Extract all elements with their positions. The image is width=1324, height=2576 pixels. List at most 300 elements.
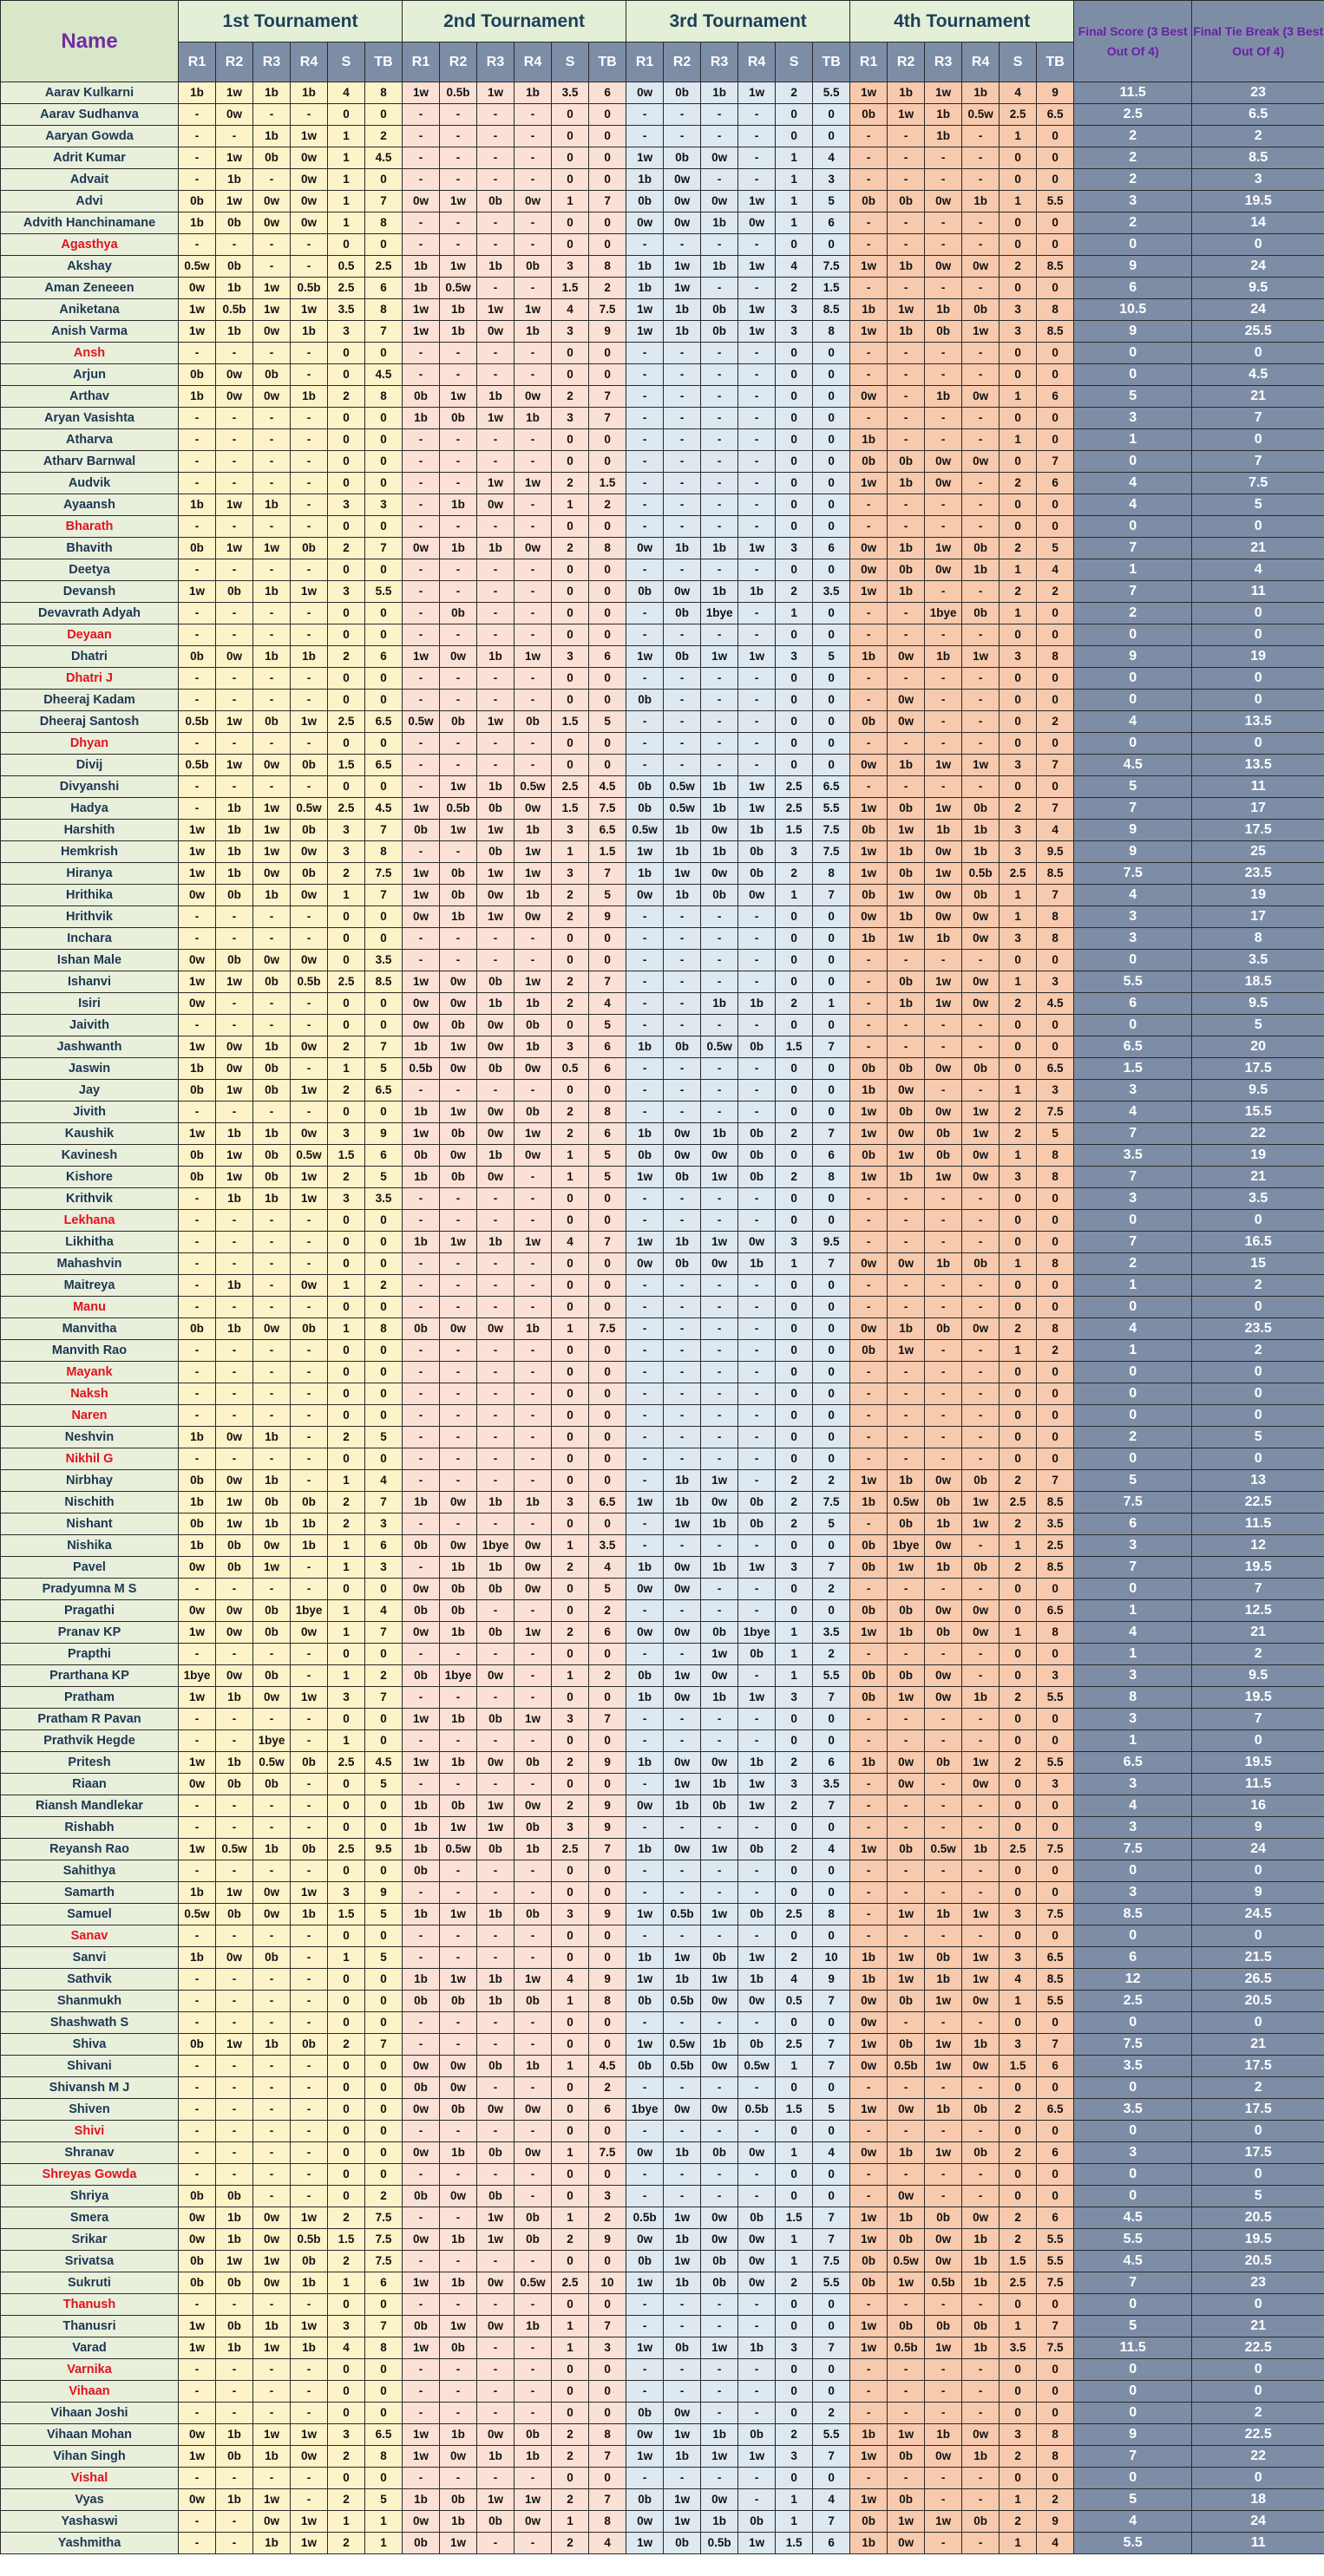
result-cell: -: [626, 1470, 664, 1492]
result-cell: 0w: [440, 2056, 477, 2077]
result-cell: 2: [328, 2207, 365, 2229]
result-cell: 6.5: [365, 1080, 403, 1102]
result-cell: 0: [328, 993, 365, 1015]
result-cell: -: [253, 2056, 291, 2077]
result-cell: 1w: [291, 1882, 328, 1904]
result-cell: 1w: [888, 299, 925, 321]
result-cell: 0b: [962, 885, 1000, 906]
result-cell: 1.5: [776, 820, 813, 841]
result-cell: 1w: [888, 1145, 925, 1167]
table-row: [1, 1405, 1324, 1427]
result-cell: 0: [328, 1860, 365, 1882]
table-row: [1, 2207, 1324, 2229]
result-cell: 1b: [216, 2424, 253, 2446]
result-cell: 1b: [925, 1514, 962, 1535]
result-cell: 4: [589, 993, 626, 1015]
player-name: Sanvi: [1, 1947, 179, 1969]
result-cell: 0: [1037, 1036, 1074, 1058]
final-score-cell: 3: [1074, 1535, 1192, 1557]
result-cell: -: [253, 603, 291, 624]
result-cell: 0: [813, 1405, 850, 1427]
table-row: [1, 1188, 1324, 1210]
result-cell: -: [291, 1232, 328, 1253]
result-cell: -: [738, 1188, 776, 1210]
result-cell: 0b: [440, 711, 477, 733]
table-row: [1, 1947, 1324, 1969]
result-cell: 0: [365, 1730, 403, 1752]
result-cell: 1: [552, 2056, 589, 2077]
final-score-cell: 9: [1074, 2424, 1192, 2446]
result-cell: 1b: [515, 1492, 552, 1514]
result-cell: 0w: [253, 1687, 291, 1709]
result-cell: 1b: [179, 1947, 216, 1969]
result-cell: 0w: [440, 2186, 477, 2207]
result-cell: -: [403, 234, 440, 256]
result-cell: 0w: [515, 191, 552, 212]
table-row: [1, 212, 1324, 234]
result-cell: -: [179, 668, 216, 690]
result-cell: -: [440, 950, 477, 971]
result-cell: 1w: [626, 2272, 664, 2294]
result-cell: -: [477, 364, 515, 386]
final-tie-break-cell: 17.5: [1192, 2099, 1324, 2121]
result-cell: 8.5: [1037, 1969, 1074, 1991]
result-cell: 0: [1037, 776, 1074, 798]
result-cell: 0w: [626, 1579, 664, 1600]
result-cell: 1b: [664, 1470, 701, 1492]
result-cell: 9: [589, 906, 626, 928]
result-cell: 1w: [216, 494, 253, 516]
result-cell: -: [888, 1644, 925, 1665]
result-cell: 6: [1037, 2056, 1074, 2077]
result-cell: 1: [328, 1058, 365, 1080]
result-cell: 1b: [253, 2533, 291, 2554]
result-cell: -: [253, 1925, 291, 1947]
result-cell: 3: [776, 1232, 813, 1253]
result-cell: 0: [552, 126, 589, 147]
result-cell: 1w: [626, 1232, 664, 1253]
result-cell: 0: [813, 2077, 850, 2099]
result-cell: 9: [589, 1904, 626, 1925]
result-cell: 1: [776, 885, 813, 906]
result-cell: -: [626, 2468, 664, 2489]
result-cell: 3: [552, 256, 589, 278]
result-cell: 1: [776, 603, 813, 624]
result-cell: 1w: [179, 1687, 216, 1709]
result-cell: -: [291, 624, 328, 646]
result-cell: -: [701, 473, 738, 494]
result-cell: 1w: [738, 646, 776, 668]
player-name: Dhyan: [1, 733, 179, 755]
result-cell: -: [440, 690, 477, 711]
result-cell: 1w: [515, 1969, 552, 1991]
result-cell: 0b: [477, 2186, 515, 2207]
result-cell: 1b: [403, 2489, 440, 2511]
result-cell: -: [515, 950, 552, 971]
result-cell: -: [701, 1925, 738, 1947]
result-cell: -: [216, 234, 253, 256]
result-cell: 1w: [477, 299, 515, 321]
result-cell: 0.5: [552, 1058, 589, 1080]
result-cell: 0: [776, 711, 813, 733]
result-cell: -: [253, 690, 291, 711]
result-cell: -: [626, 473, 664, 494]
result-cell: 0: [1000, 1036, 1037, 1058]
final-score-cell: 0: [1074, 364, 1192, 386]
player-name: Jashwanth: [1, 1036, 179, 1058]
result-cell: -: [664, 1188, 701, 1210]
result-cell: -: [701, 169, 738, 191]
result-cell: 2: [328, 1080, 365, 1102]
result-cell: 0: [813, 2012, 850, 2034]
result-cell: 0b: [738, 863, 776, 885]
result-cell: 0: [1000, 1015, 1037, 1036]
result-cell: 6.5: [589, 820, 626, 841]
result-cell: 0w: [179, 2229, 216, 2251]
result-cell: 0: [552, 1362, 589, 1383]
result-cell: 0: [328, 2012, 365, 2034]
result-cell: 0: [1037, 1427, 1074, 1448]
result-cell: 2: [776, 2272, 813, 2294]
result-cell: -: [925, 1448, 962, 1470]
result-cell: 1w: [962, 1947, 1000, 1969]
result-cell: -: [253, 169, 291, 191]
result-cell: -: [291, 104, 328, 126]
result-cell: 0.5w: [403, 711, 440, 733]
result-cell: -: [216, 668, 253, 690]
result-cell: 0w: [962, 1622, 1000, 1644]
result-cell: 1w: [515, 1622, 552, 1644]
final-score-cell: 0: [1074, 2186, 1192, 2207]
result-cell: 0: [776, 1535, 813, 1557]
result-cell: 4: [328, 82, 365, 104]
final-tie-break-cell: 11: [1192, 581, 1324, 603]
result-cell: 1w: [925, 1991, 962, 2012]
table-row: [1, 1991, 1324, 2012]
result-cell: 0b: [253, 711, 291, 733]
result-cell: 0b: [664, 1167, 701, 1188]
final-tie-break-cell: 21.5: [1192, 1947, 1324, 1969]
result-cell: -: [664, 2359, 701, 2381]
result-cell: -: [403, 559, 440, 581]
final-score-cell: 0: [1074, 2164, 1192, 2186]
final-score-cell: 3: [1074, 928, 1192, 950]
result-cell: -: [925, 1427, 962, 1448]
result-cell: 8.5: [365, 971, 403, 993]
result-cell: 7.5: [365, 863, 403, 885]
result-cell: -: [515, 1427, 552, 1448]
result-cell: 2: [776, 1947, 813, 1969]
result-cell: 0w: [850, 2012, 888, 2034]
result-cell: 1w: [850, 2207, 888, 2229]
result-cell: -: [440, 624, 477, 646]
result-cell: -: [925, 516, 962, 538]
result-cell: -: [403, 581, 440, 603]
result-cell: -: [925, 2294, 962, 2316]
final-score-cell: 3: [1074, 1882, 1192, 1904]
result-cell: -: [701, 1080, 738, 1102]
result-cell: -: [179, 624, 216, 646]
table-row: [1, 429, 1324, 451]
result-cell: 0b: [515, 1991, 552, 2012]
player-name: Prathvik Hegde: [1, 1730, 179, 1752]
final-tie-break-cell: 5: [1192, 2186, 1324, 2207]
result-cell: 1w: [888, 1904, 925, 1925]
result-cell: 1: [328, 1665, 365, 1687]
result-cell: 1b: [701, 581, 738, 603]
result-cell: -: [925, 1774, 962, 1795]
result-cell: 0w: [850, 1991, 888, 2012]
result-cell: -: [291, 603, 328, 624]
result-cell: 1.5: [328, 1145, 365, 1167]
result-cell: -: [216, 733, 253, 755]
result-cell: 1b: [626, 278, 664, 299]
result-cell: 0w: [253, 1535, 291, 1557]
result-cell: 9.5: [813, 1232, 850, 1253]
final-tie-break-cell: 17: [1192, 798, 1324, 820]
result-cell: 2: [552, 1557, 589, 1579]
result-cell: 0b: [440, 1579, 477, 1600]
result-cell: 1: [328, 212, 365, 234]
final-tie-break-cell: 8: [1192, 928, 1324, 950]
result-cell: 2: [1000, 581, 1037, 603]
result-cell: -: [626, 494, 664, 516]
result-cell: -: [888, 1427, 925, 1448]
result-cell: -: [291, 1297, 328, 1318]
result-cell: -: [664, 2164, 701, 2186]
player-name: Ishan Male: [1, 950, 179, 971]
result-cell: -: [738, 1470, 776, 1492]
result-cell: 0: [1000, 950, 1037, 971]
result-cell: 0: [328, 733, 365, 755]
result-cell: 0: [552, 668, 589, 690]
player-name: Yashmitha: [1, 2533, 179, 2554]
result-cell: 1w: [664, 278, 701, 299]
result-cell: -: [925, 690, 962, 711]
result-cell: 5: [365, 1904, 403, 1925]
result-cell: 0w: [626, 2229, 664, 2251]
result-cell: 0w: [291, 841, 328, 863]
result-cell: 1b: [664, 1969, 701, 1991]
result-cell: 6: [1037, 2207, 1074, 2229]
result-cell: 0b: [515, 256, 552, 278]
result-cell: -: [888, 147, 925, 169]
result-cell: -: [738, 126, 776, 147]
result-cell: -: [925, 1275, 962, 1297]
player-name: Advait: [1, 169, 179, 191]
result-cell: 0: [328, 1448, 365, 1470]
result-cell: 1: [552, 2207, 589, 2229]
result-cell: 0: [589, 1470, 626, 1492]
table-row: [1, 1665, 1324, 1687]
round-subheader: R2: [440, 42, 477, 82]
result-cell: -: [738, 429, 776, 451]
result-cell: -: [664, 1210, 701, 1232]
result-cell: 0: [1000, 2294, 1037, 2316]
result-cell: 3: [1037, 1774, 1074, 1795]
result-cell: -: [403, 1275, 440, 1297]
final-score-cell: 5: [1074, 1470, 1192, 1492]
result-cell: 1w: [664, 1774, 701, 1795]
result-cell: -: [515, 169, 552, 191]
result-cell: -: [179, 104, 216, 126]
result-cell: -: [216, 2077, 253, 2099]
result-cell: -: [626, 343, 664, 364]
result-cell: 1w: [515, 841, 552, 863]
result-cell: 0: [328, 906, 365, 928]
result-cell: 0b: [962, 2511, 1000, 2533]
result-cell: 0b: [888, 191, 925, 212]
result-cell: 3: [776, 321, 813, 343]
result-cell: -: [738, 2121, 776, 2142]
result-cell: 0w: [179, 1557, 216, 1579]
result-cell: 4.5: [589, 776, 626, 798]
result-cell: -: [925, 2359, 962, 2381]
table-row: [1, 841, 1324, 863]
table-row: [1, 299, 1324, 321]
result-cell: -: [925, 1709, 962, 1730]
result-cell: 0: [552, 1188, 589, 1210]
result-cell: -: [291, 1860, 328, 1882]
result-cell: 0: [365, 1991, 403, 2012]
player-name: Anish Varma: [1, 321, 179, 343]
result-cell: 4: [552, 299, 589, 321]
result-cell: -: [664, 234, 701, 256]
result-cell: -: [664, 494, 701, 516]
result-cell: 7: [813, 2207, 850, 2229]
result-cell: 1w: [925, 755, 962, 776]
result-cell: -: [962, 1882, 1000, 1904]
result-cell: 0.5w: [738, 2056, 776, 2077]
result-cell: 0b: [216, 1774, 253, 1795]
result-cell: 1w: [738, 1557, 776, 1579]
result-cell: 0.5b: [925, 2272, 962, 2294]
result-cell: 0: [365, 473, 403, 494]
result-cell: 0: [328, 2186, 365, 2207]
result-cell: 0: [813, 2468, 850, 2489]
result-cell: 0w: [291, 950, 328, 971]
table-row: [1, 950, 1324, 971]
result-cell: 1b: [515, 1318, 552, 1340]
result-cell: -: [626, 1427, 664, 1448]
result-cell: 0b: [962, 2316, 1000, 2337]
result-cell: 2: [776, 1167, 813, 1188]
result-cell: -: [253, 408, 291, 429]
result-cell: 0b: [253, 1492, 291, 1514]
result-cell: 4: [1037, 820, 1074, 841]
result-cell: 1b: [291, 82, 328, 104]
result-cell: 1b: [403, 1036, 440, 1058]
result-cell: -: [962, 2403, 1000, 2424]
result-cell: 2: [552, 1795, 589, 1817]
result-cell: 1b: [253, 1839, 291, 1860]
final-tie-break-cell: 11: [1192, 2533, 1324, 2554]
result-cell: 0: [813, 1102, 850, 1123]
result-cell: 1.5: [328, 755, 365, 776]
result-cell: -: [179, 1860, 216, 1882]
result-cell: 1b: [738, 1752, 776, 1774]
result-cell: -: [403, 2468, 440, 2489]
result-cell: 0b: [888, 1102, 925, 1123]
result-cell: -: [477, 581, 515, 603]
result-cell: -: [701, 1730, 738, 1752]
result-cell: 9: [365, 1123, 403, 1145]
table-row: [1, 1925, 1324, 1947]
result-cell: -: [440, 2381, 477, 2403]
result-cell: -: [925, 1817, 962, 1839]
result-cell: 1w: [403, 1709, 440, 1730]
result-cell: 1w: [925, 2142, 962, 2164]
result-cell: -: [664, 1383, 701, 1405]
result-cell: -: [477, 278, 515, 299]
result-cell: 1b: [477, 993, 515, 1015]
result-cell: 0w: [253, 386, 291, 408]
result-cell: -: [664, 473, 701, 494]
result-cell: -: [925, 408, 962, 429]
table-row: [1, 1860, 1324, 1882]
result-cell: 4: [365, 1470, 403, 1492]
result-cell: -: [626, 1405, 664, 1427]
result-cell: 0: [589, 2012, 626, 2034]
result-cell: 0: [1037, 1275, 1074, 1297]
final-score-cell: 7: [1074, 1557, 1192, 1579]
result-cell: -: [626, 559, 664, 581]
player-name: Manvitha: [1, 1318, 179, 1340]
result-cell: -: [962, 1448, 1000, 1470]
result-cell: -: [626, 1275, 664, 1297]
result-cell: 0: [365, 733, 403, 755]
result-cell: -: [850, 1730, 888, 1752]
result-cell: -: [850, 950, 888, 971]
result-cell: 1: [552, 1167, 589, 1188]
final-tie-break-cell: 9.5: [1192, 278, 1324, 299]
result-cell: 0: [589, 104, 626, 126]
result-cell: 1b: [440, 2272, 477, 2294]
result-cell: 1w: [925, 2337, 962, 2359]
result-cell: 0w: [477, 885, 515, 906]
result-cell: 8.5: [1037, 256, 1074, 278]
result-cell: 2: [1000, 2207, 1037, 2229]
result-cell: -: [179, 343, 216, 364]
result-cell: 1b: [626, 1557, 664, 1579]
final-tie-break-cell: 21: [1192, 2034, 1324, 2056]
result-cell: -: [738, 2294, 776, 2316]
result-cell: 4: [1037, 559, 1074, 581]
player-name: Deetya: [1, 559, 179, 581]
result-cell: 0w: [962, 1167, 1000, 1188]
result-cell: 0b: [291, 1492, 328, 1514]
result-cell: 3: [328, 321, 365, 343]
final-tie-break-cell: 4.5: [1192, 364, 1324, 386]
result-cell: -: [440, 1275, 477, 1297]
result-cell: 6.5: [1037, 1947, 1074, 1969]
result-cell: -: [440, 473, 477, 494]
result-cell: -: [216, 1253, 253, 1275]
result-cell: 0b: [291, 2034, 328, 2056]
result-cell: -: [962, 1535, 1000, 1557]
result-cell: 0b: [179, 1514, 216, 1535]
result-cell: -: [291, 2403, 328, 2424]
round-subheader: R2: [216, 42, 253, 82]
result-cell: 2: [365, 1275, 403, 1297]
final-tie-break-cell: 20.5: [1192, 2207, 1324, 2229]
result-cell: 0w: [701, 147, 738, 169]
result-cell: 1w: [850, 2316, 888, 2337]
result-cell: 0: [589, 581, 626, 603]
result-cell: 0: [365, 690, 403, 711]
result-cell: 0: [365, 1709, 403, 1730]
result-cell: 1b: [888, 2142, 925, 2164]
